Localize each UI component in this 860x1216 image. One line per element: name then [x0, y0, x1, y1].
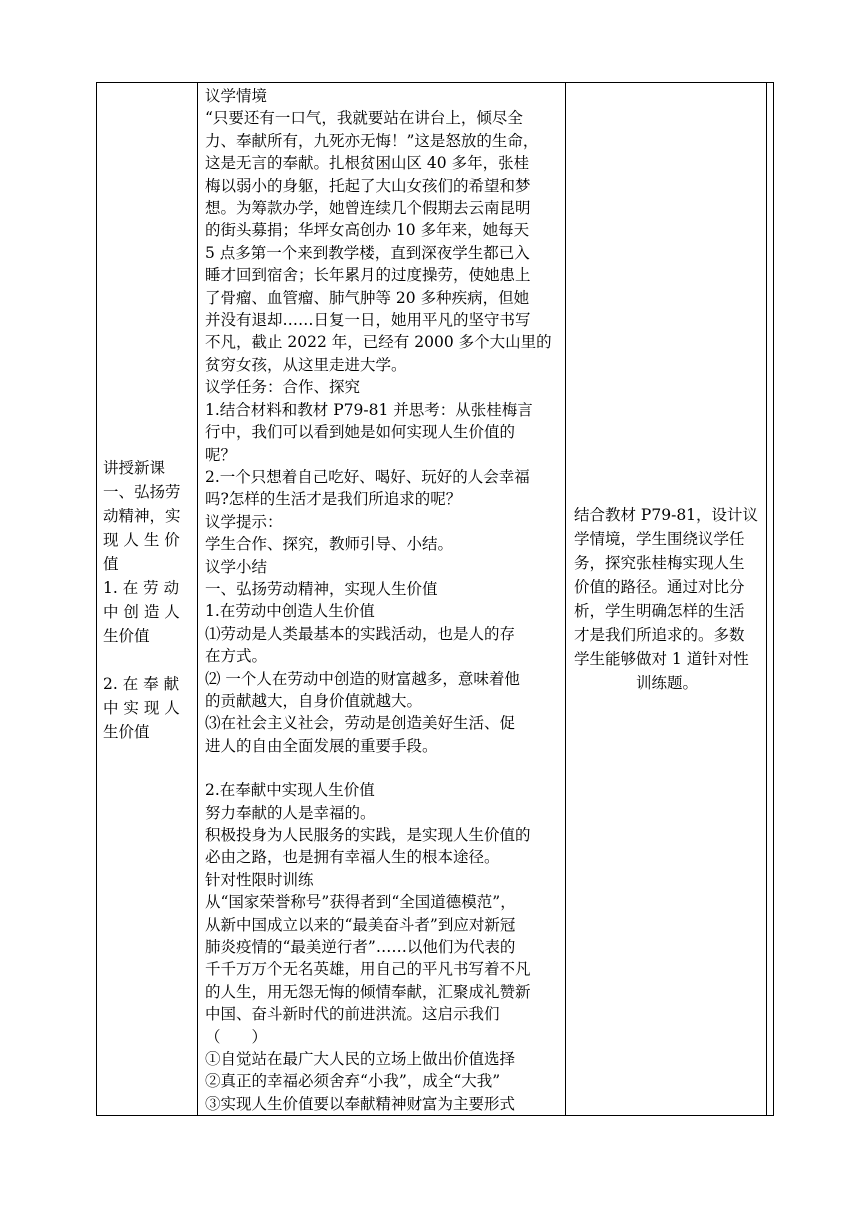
col1-line: 讲授新课: [103, 459, 166, 478]
col2-line: 吗?怎样的生活才是我们所追求的呢？: [205, 490, 462, 509]
design-intent-text: [566, 503, 766, 695]
col1-line: 一、弘扬劳: [103, 483, 181, 502]
col2-line: 肺炎疫情的“最美逆行者”……以他们为代表的: [205, 938, 516, 957]
col2-line: 梅以弱小的身躯，托起了大山女孩们的希望和梦: [205, 176, 531, 195]
teaching-stage-text: [97, 456, 197, 744]
table-row: [97, 83, 774, 1116]
col2-line: ①自觉站在最广大人民的立场上做出价值选择: [205, 1050, 516, 1069]
col2-line: 针对性限时训练: [205, 870, 314, 889]
col2-line: 2.一个只想着自己吃好、喝好、玩好的人会幸福: [205, 467, 530, 486]
col1-line: 2. 在 奉 献: [103, 675, 180, 694]
col2-line: 1.结合材料和教材 P79-81 并思考：从张桂梅言: [205, 400, 533, 419]
col2-line: 2.在奉献中实现人生价值: [205, 781, 375, 800]
col2-line: 的贡献越大，自身价值就越大。: [205, 691, 423, 710]
col2-line: 积极投身为人民服务的实践，是实现人生价值的: [205, 826, 531, 844]
col3-line: 结合教材 P79-81，设计议: [574, 506, 759, 525]
col2-line: 一、弘扬劳动精神，实现人生价值: [205, 579, 438, 598]
col2-line: 并没有退却……日复一日，她用平凡的坚守书写: [205, 311, 531, 330]
col2-line: 议学任务：合作、探究: [205, 378, 361, 397]
col1-line: 动精神，实: [103, 507, 181, 526]
col2-line: 的人生，用无怨无悔的倾情奉献，汇聚成礼赞新: [205, 982, 531, 1001]
col3-line: 训练题。: [635, 674, 698, 693]
col2-line: 学生合作、探究，教师引导、小结。: [205, 535, 454, 554]
col2-line: 议学小结: [205, 557, 268, 576]
col2-line: 5 点多第一个来到教学楼，直到深夜学生都已入: [205, 243, 530, 262]
narrow-column-cell: [767, 83, 774, 1116]
col2-line: 不凡，截止 2022 年，已经有 2000 多个大山里的: [205, 333, 552, 352]
col2-line: ③实现人生价值要以奉献精神财富为主要形式: [205, 1094, 516, 1113]
col1-line: 现 人 生 价: [103, 531, 180, 550]
col3-line: 学情境，学生围绕议学任: [574, 530, 745, 549]
col2-line: 必由之路，也是拥有幸福人生的根本途径。: [205, 848, 500, 867]
col2-line: 睡才回到宿舍；长年累月的过度操劳，使她患上: [205, 266, 531, 285]
col2-line: 的街头募捐；华坪女高创办 10 多年来，她每天: [205, 221, 530, 240]
col3-line: 学生能够做对 1 道针对性: [574, 650, 749, 669]
col1-line: 1. 在 劳 动: [103, 579, 180, 598]
col2-line: 在方式。: [205, 647, 268, 666]
col2-line: 行中，我们可以看到她是如何实现人生价值的: [205, 423, 516, 442]
lesson-plan-table: [96, 82, 774, 1116]
teaching-content-text: [198, 83, 565, 1115]
col2-line: 贫穷女孩，从这里走进大学。: [205, 355, 407, 374]
col2-line: “只要还有一口气，我就要站在讲台上，倾尽全: [205, 109, 523, 128]
col2-line: （ ）: [205, 1027, 268, 1046]
col2-line: 这是无言的奉献。扎根贫困山区 40 多年，张桂: [205, 154, 530, 173]
col3-line: 价值的路径。通过对比分: [574, 578, 745, 597]
col2-line: 了骨瘤、血管瘤、肺气肿等 20 多种疾病，但她: [205, 288, 530, 307]
col1-line: 生价值: [103, 723, 150, 742]
col2-line: ⑶在社会主义社会，劳动是创造美好生活、促: [205, 714, 516, 733]
col2-line: ⑴劳动是人类最基本的实践活动，也是人的存: [205, 624, 516, 643]
col2-line: 中国、奋斗新时代的前进洪流。这启示我们: [205, 1005, 500, 1024]
col2-line: 议学情境: [205, 87, 268, 105]
col2-line: 进人的自由全面发展的重要手段。: [205, 736, 438, 755]
col3-line: 务，探究张桂梅实现人生: [574, 554, 745, 573]
col3-line: 才是我们所追求的。多数: [574, 626, 745, 645]
teaching-content-cell: [198, 83, 566, 1116]
col2-line: 千千万万个无名英雄，用自己的平凡书写着不凡: [205, 960, 531, 979]
col2-line: 从“国家荣誉称号”获得者到“全国道德模范”，: [205, 893, 516, 912]
col1-line: 生价值: [103, 627, 150, 646]
col2-line: ②真正的幸福必须舍弃“小我”，成全“大我”: [205, 1072, 501, 1091]
col1-line: [103, 648, 193, 672]
col1-line: 中 创 造 人: [103, 603, 180, 622]
col2-line: 呢？: [205, 445, 237, 464]
col2-line: [205, 757, 559, 779]
teaching-stage-cell: [97, 83, 198, 1116]
col1-line: 中 实 现 人: [103, 699, 180, 718]
col2-line: ⑵ 一个人在劳动中创造的财富越多，意味着他: [205, 669, 520, 688]
design-intent-cell: [566, 83, 767, 1116]
col2-line: 努力奉献的人是幸福的。: [205, 803, 376, 822]
col2-line: 从新中国成立以来的“最美奋斗者”到应对新冠: [205, 915, 516, 934]
col2-line: 力、奉献所有，九死亦无悔！”这是怒放的生命，: [205, 131, 539, 150]
col1-line: 值: [103, 555, 119, 574]
col2-line: 1.在劳动中创造人生价值: [205, 602, 375, 621]
col2-line: 想。为筹款办学，她曾连续几个假期去云南昆明: [205, 199, 531, 218]
col3-line: 析，学生明确怎样的生活: [574, 602, 745, 621]
col2-line: 议学提示：: [205, 512, 283, 531]
